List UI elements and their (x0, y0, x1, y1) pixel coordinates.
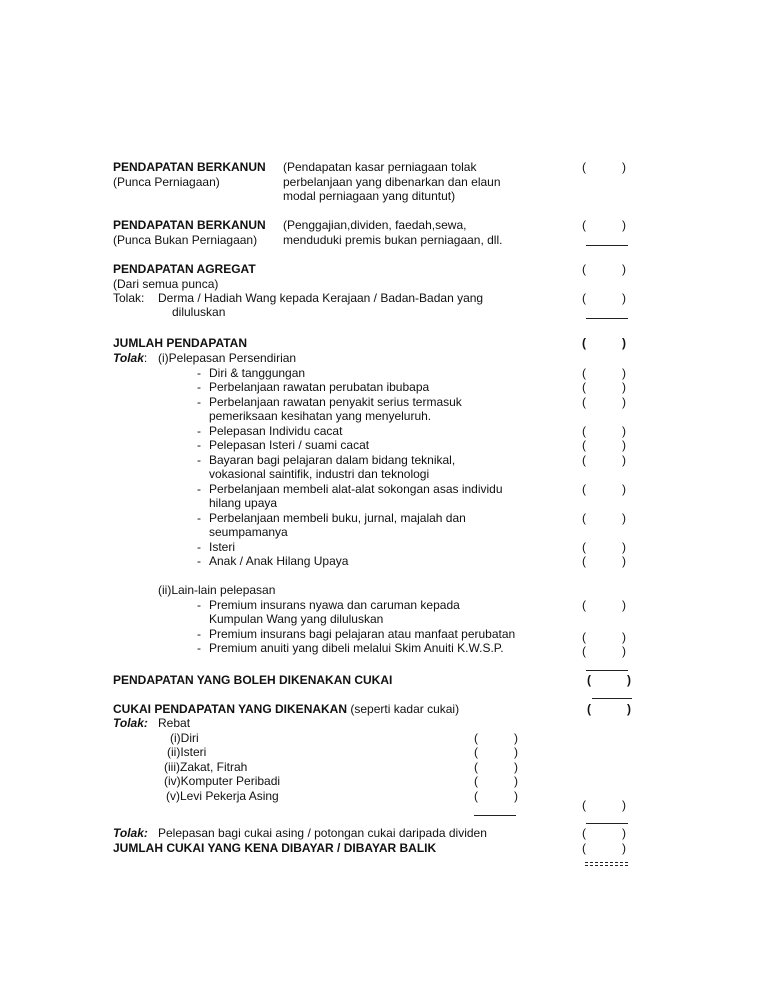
relief-item: seumpamanya (209, 525, 288, 539)
tolak-label: Tolak: (113, 826, 148, 840)
subtotal-line (592, 698, 632, 699)
relief-item: Perbelanjaan rawatan perubatan ibubapa (209, 380, 430, 394)
relief-item: Premium insurans bagi pelajaran atau manfaat perubatan (209, 627, 516, 641)
heading-aggregate-income: PENDAPATAN AGREGAT (113, 262, 256, 276)
relief-item: Perbelanjaan membeli alat-alat sokongan asas individu (209, 482, 503, 496)
bullet-dash: - (197, 627, 201, 641)
rebate-item: (ii)Isteri (167, 745, 207, 759)
bullet-dash: - (197, 540, 201, 554)
rebate-item: (v)Levi Pekerja Asing (166, 789, 279, 803)
relief-item: Anak / Anak Hilang Upaya (209, 554, 349, 568)
relief-item: pemeriksaan kesihatan yang menyeluruh. (209, 409, 432, 423)
subtotal-line (586, 670, 628, 671)
rebate-total-line (474, 815, 516, 816)
bullet-dash: - (197, 453, 201, 467)
tolak-text: Derma / Hadiah Wang kepada Kerajaan / Badan-Badan yang (158, 291, 484, 305)
bullet-dash: - (197, 366, 201, 380)
rebate-label: Rebat (158, 716, 191, 730)
bullet-dash: - (197, 482, 201, 496)
relief-item: Perbelanjaan membeli buku, jurnal, majalah dan (209, 511, 466, 525)
heading-statutory-business: PENDAPATAN BERKANUN (113, 160, 266, 174)
bullet-dash: - (197, 641, 201, 655)
rebate-item: (i)Diri (170, 731, 199, 745)
relief-item: Pelepasan Isteri / suami cacat (209, 438, 370, 452)
bullet-dash: - (197, 424, 201, 438)
desc-line: (Penggajian,dividen, faedah,sewa, (283, 218, 467, 232)
bullet-dash: - (197, 380, 201, 394)
bullet-dash: - (197, 511, 201, 525)
sub-all-sources: (Dari semua punca) (113, 277, 219, 291)
group-personal-relief: (i)Pelepasan Persendirian (158, 351, 297, 365)
bullet-dash: - (197, 598, 201, 612)
tolak-text: diluluskan (172, 305, 226, 319)
heading-tax-payable: JUMLAH CUKAI YANG KENA DIBAYAR / DIBAYAR BALIK (113, 841, 437, 855)
relief-item: vokasional saintifik, industri dan teknologi (209, 467, 430, 481)
heading-income-tax-charged: CUKAI PENDAPATAN YANG DIKENAKAN (seperti kadar cukai) (113, 702, 460, 716)
relief-item: Pelepasan Individu cacat (209, 424, 343, 438)
sub-nonbusiness-source: (Punca Bukan Perniagaan) (113, 233, 258, 247)
relief-item: Bayaran bagi pelajaran dalam bidang teknikal, (209, 453, 456, 467)
bullet-dash: - (197, 395, 201, 409)
tolak-label: Tolak: (113, 291, 145, 305)
bullet-dash: - (197, 438, 201, 452)
subtotal-line (586, 245, 628, 246)
sub-business-source: (Punca Perniagaan) (113, 175, 220, 189)
heading-total-income: JUMLAH PENDAPATAN (113, 336, 247, 350)
foreign-tax-relief: Pelepasan bagi cukai asing / potongan cukai daripada dividen (158, 826, 487, 840)
relief-item: Perbelanjaan rawatan penyakit serius termasuk (209, 395, 462, 409)
relief-item: hilang upaya (209, 496, 278, 510)
final-total-line (585, 865, 628, 866)
tolak-label: Tolak: (113, 351, 148, 365)
heading-statutory-nonbusiness: PENDAPATAN BERKANUN (113, 218, 266, 232)
desc-line: menduduki premis bukan perniagaan, dll. (283, 233, 503, 247)
subtotal-line (586, 318, 628, 319)
group-other-relief: (ii)Lain-lain pelepasan (158, 583, 276, 597)
relief-item: Premium insurans nyawa dan caruman kepada (209, 598, 460, 612)
subtotal-line (586, 823, 628, 824)
bullet-dash: - (197, 554, 201, 568)
relief-item: Kumpulan Wang yang diluluskan (209, 612, 384, 626)
tolak-label: Tolak: (113, 716, 148, 730)
desc-line: perbelanjaan yang dibenarkan dan elaun (283, 175, 501, 189)
heading-chargeable-income: PENDAPATAN YANG BOLEH DIKENAKAN CUKAI (113, 673, 393, 687)
final-total-line (585, 862, 628, 863)
relief-item: Diri & tanggungan (209, 366, 306, 380)
desc-line: (Pendapatan kasar perniagaan tolak (283, 160, 477, 174)
relief-item: Premium anuiti yang dibeli melalui Skim Anuiti K.W.S.P. (209, 641, 504, 655)
relief-item: Isteri (209, 540, 236, 554)
desc-line: modal perniagaan yang dituntut) (283, 189, 456, 203)
rebate-item: (iii)Zakat, Fitrah (164, 760, 248, 774)
rebate-item: (iv)Komputer Peribadi (164, 774, 281, 788)
